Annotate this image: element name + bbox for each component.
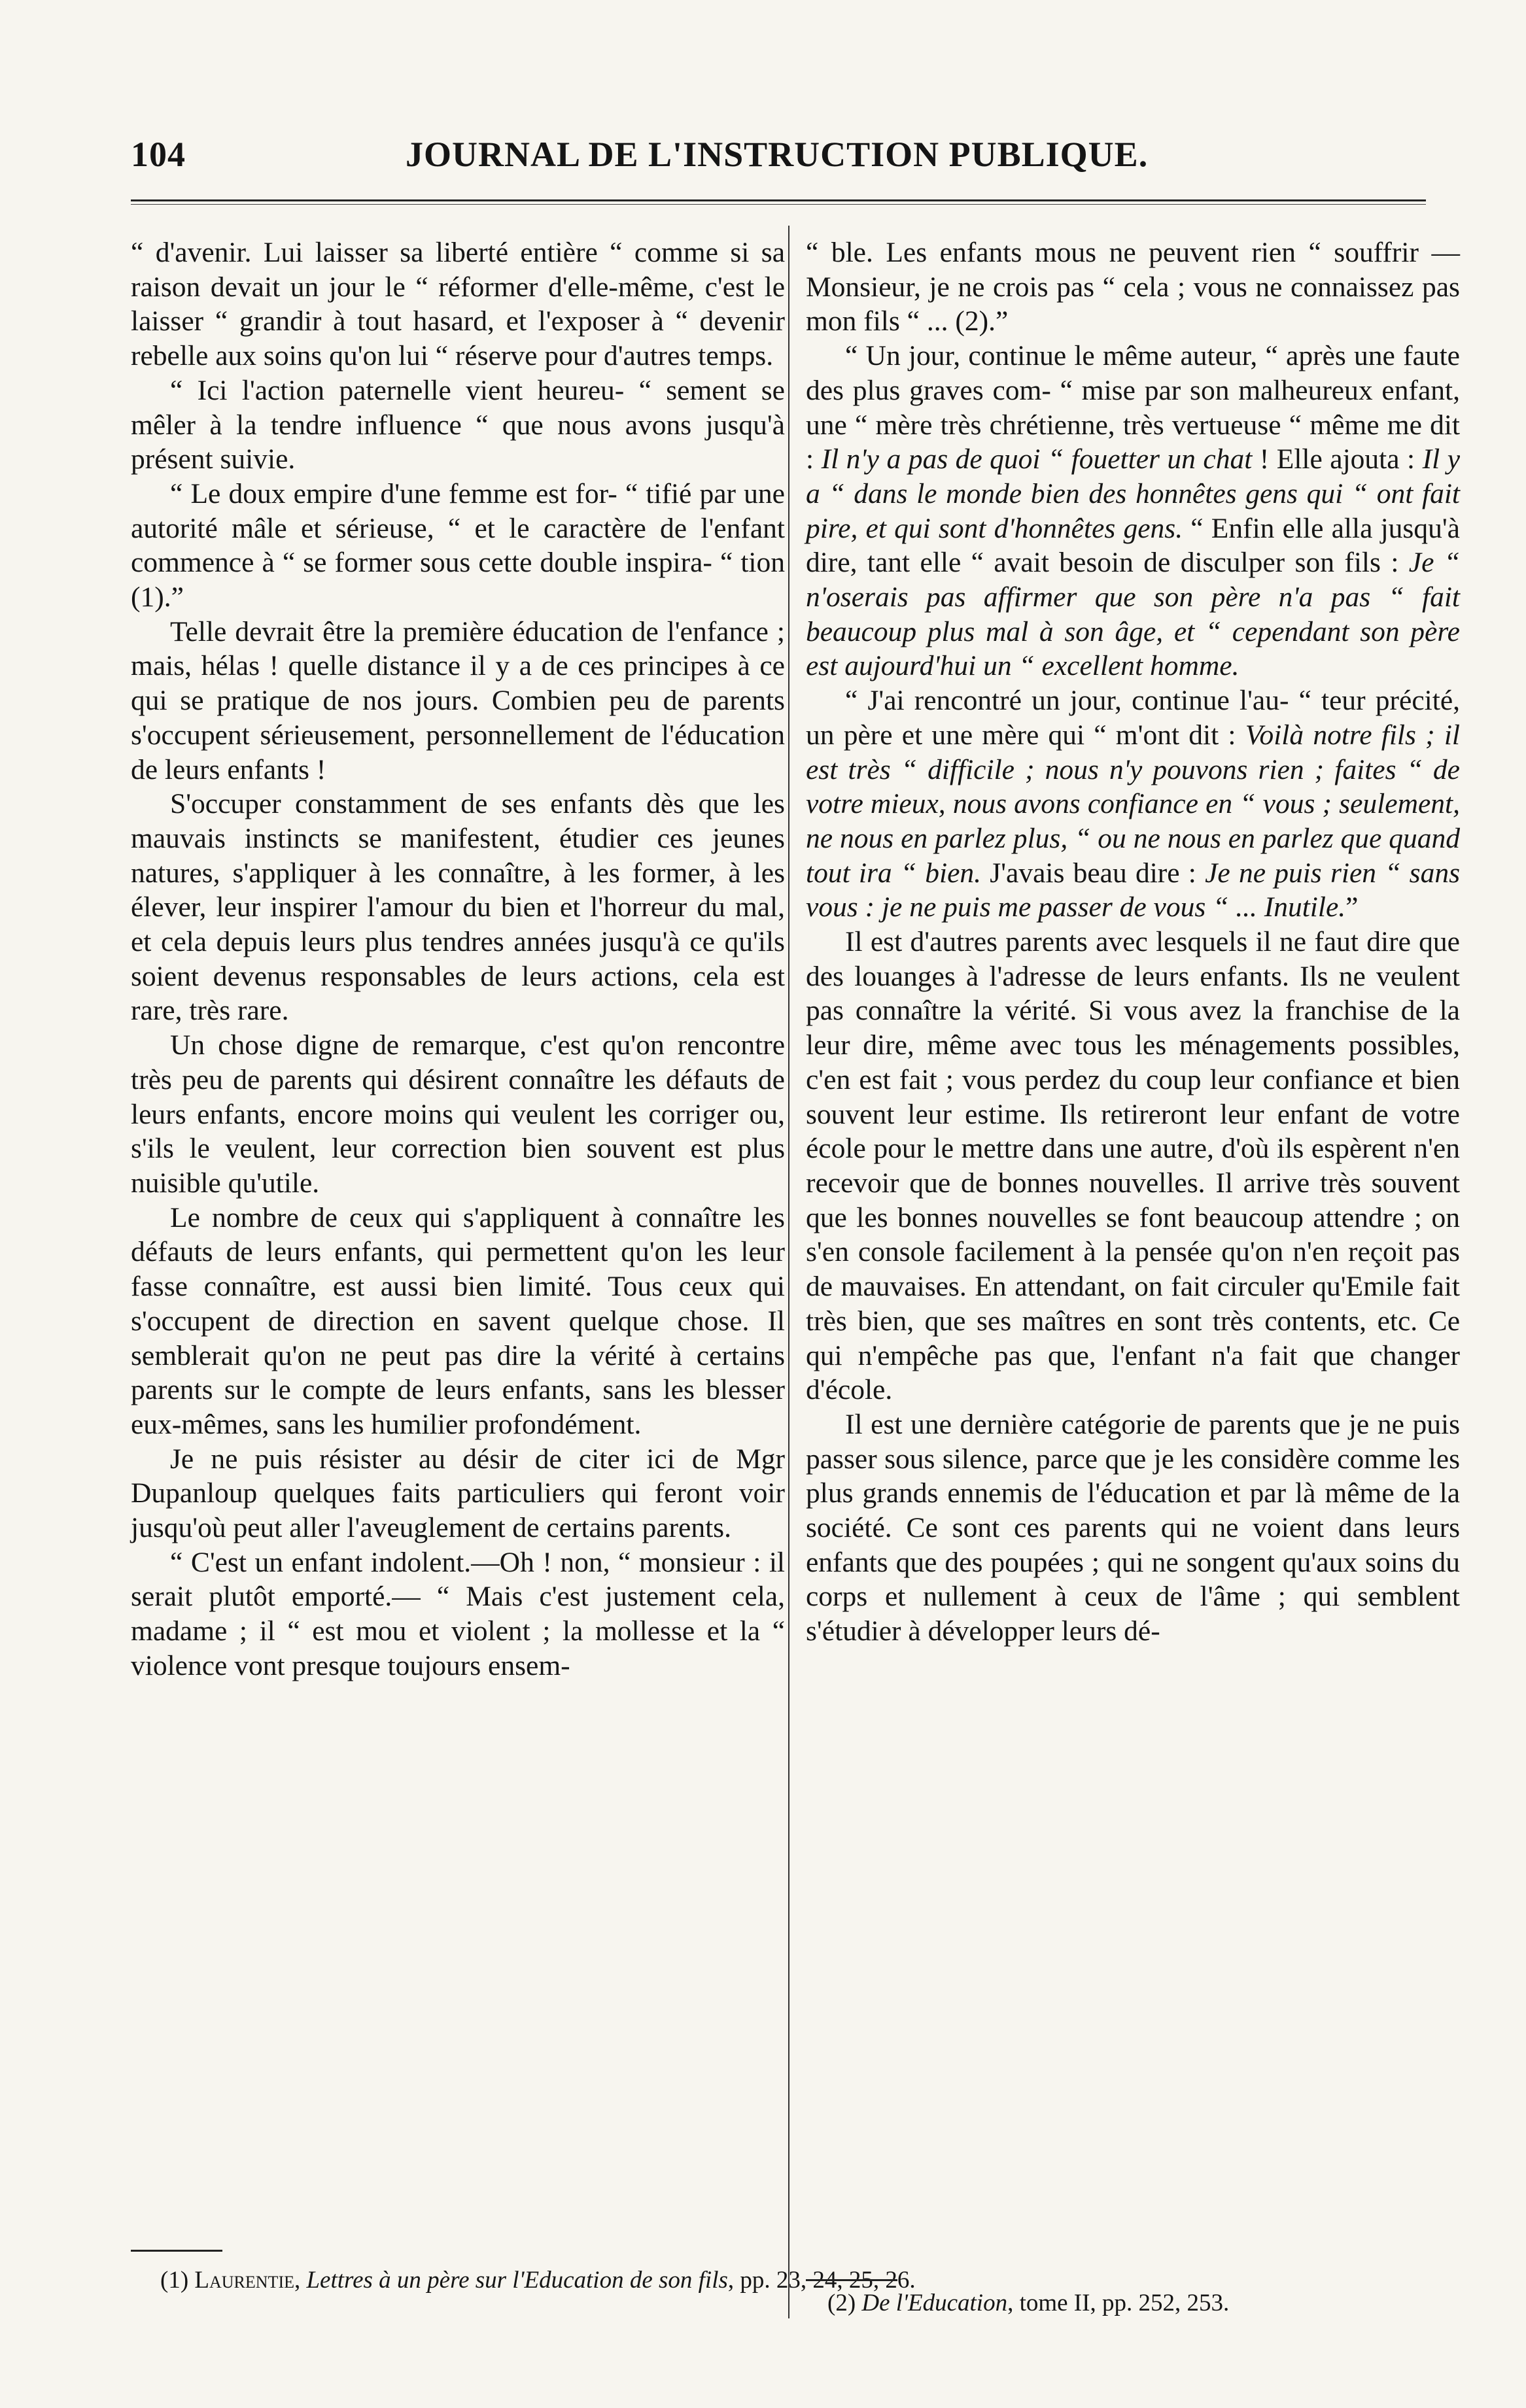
footnote-title: Lettres à un père sur l'Education de son fils [306, 2267, 728, 2294]
quote-italic: Il y a “ dans le monde bien des honnêtes gens qui “ ont fait pire, et qui sont d'honnêtes gens. [806, 443, 1461, 544]
header-rule [131, 199, 1426, 205]
quote-text: J'avais beau dire : [981, 857, 1205, 889]
left-column [131, 235, 785, 1683]
left-paragraph-8: Je ne puis résister au désir de citer ici de Mgr Dupanloup quelques faits particuliers qui feront voir jusqu'où peut aller l'aveuglement de certains parents. [131, 1443, 785, 1544]
left-paragraph-9: “ C'est un enfant indolent.—Oh ! non, “ monsieur : il serait plutôt emporté.— “ Mais c'est justement cela, madame ; il “ est mou et violent ; la mollesse et la “ violence vont presque toujours ensem- [131, 1546, 785, 1681]
right-paragraph-1: “ ble. Les enfants mous ne peuvent rien “ souffrir — Monsieur, je ne crois pas “ cela ; vous ne connaissez pas mon fils “ ... (2).” [806, 237, 1460, 337]
quote-italic: Je “ n'oserais pas affirmer que son père n'a pas “ fait beaucoup plus mal à son âge, et “ cependant son père est aujourd'hui un “ excellent homme. [806, 547, 1460, 682]
right-footnote [827, 2289, 1229, 2318]
footnote-marker: (1) [160, 2267, 189, 2294]
quote-italic: Voilà notre fils ; il est très “ difficile ; nous n'y pouvons rien ; faites “ de votre mieux, nous avons confiance en “ vous ; seulement, ne nous en parlez plus, “ ou ne nous en parlez que quand tout ira “ bien. [806, 719, 1460, 889]
left-footnote-rule [131, 2250, 222, 2252]
footnote-pages: , pp. 23, 24, 25, 26. [727, 2267, 916, 2294]
quote-text: ” [1345, 891, 1359, 923]
left-paragraph-5: S'occuper constamment de ses enfants dès que les mauvais instincts se manifestent, étudier ces jeunes natures, s'appliquer à les connaître, à les former, à les élever, leur inspirer l'amour du bien et l'horreur du mal, et cela depuis leurs plus tendres années jusqu'à ce qu'ils soient devenus responsables de leurs actions, cela est rare, très rare. [131, 788, 785, 1027]
quote-text: “ Un jour, continue le même auteur, “ après une faute des plus graves com- “ mise par son malheureux enfant, une “ mère très chrétienne, très vertueuse “ même me dit : [806, 340, 1460, 475]
footnote-pages: , tome II, pp. 252, 253. [1007, 2290, 1230, 2316]
column-divider [788, 226, 789, 2282]
right-paragraph-5: Il est une dernière catégorie de parents que je ne puis passer sous silence, parce que je les considère comme les plus grands ennemis de l'éducation et par là même de la société. Ce sont ces parents qui ne voient dans leurs enfants que des poupées ; qui ne songent qu'aux soins du corps et nullement à ceux de l'âme ; qui semblent s'étudier à développer leurs dé- [806, 1408, 1460, 1647]
quote-italic: Je ne puis rien “ sans vous : je ne puis me passer de vous “ ... Inutile. [806, 857, 1460, 923]
column-divider-tail [788, 2260, 789, 2318]
left-paragraph-3: “ Le doux empire d'une femme est for- “ tifié par une autorité mâle et sérieuse, “ et le caractère de l'enfant commence à “ se former sous cette double inspira- “ tion (1).” [131, 477, 785, 613]
running-title: JOURNAL DE L'INSTRUCTION PUBLIQUE. [406, 135, 1149, 174]
quote-text: ! Elle ajouta : [1252, 443, 1423, 475]
footnote-author: Laurentie [194, 2267, 294, 2294]
left-footnote: (1) Laurentie, Lettres à un père sur l'Education de son fils, pp. 23, 24, 25, 26. [160, 2267, 916, 2294]
page-number: 104 [131, 135, 186, 174]
left-paragraph-6: Un chose digne de remarque, c'est qu'on rencontre très peu de parents qui désirent connaître les défauts de leurs enfants, encore moins qui veulent les corriger ou, s'ils le veulent, leur correction bien souvent est plus nuisible qu'utile. [131, 1029, 785, 1199]
left-paragraph-4: Telle devrait être la première éducation de l'enfance ; mais, hélas ! quelle distance il y a de ces principes à ce qui se pratique de nos jours. Combien peu de parents s'occupent sérieusement, personnellement de l'éducation de leurs enfants ! [131, 615, 785, 785]
footnote-marker: (2) [827, 2290, 856, 2316]
right-paragraph-3 [806, 683, 1460, 925]
right-footnote-rule [806, 2279, 897, 2281]
left-paragraph-7: Le nombre de ceux qui s'appliquent à connaître les défauts de leurs enfants, qui permettent qu'on les leur fasse connaître, est aussi bien limité. Tous ceux qui s'occupent de direction en savent quelque chose. Il semblerait qu'on ne peut pas dire la vérité à certains parents sur le compte de leurs enfants, sans les blesser eux-mêmes, sans les humilier profondément. [131, 1201, 785, 1440]
footnote-title: De l'Education [861, 2290, 1008, 2316]
quote-text: “ Enfin elle alla jusqu'à dire, tant elle “ avait besoin de disculper son fils : [806, 512, 1460, 579]
right-paragraph-4: Il est d'autres parents avec lesquels il ne faut dire que des louanges à l'adresse de leurs enfants. Ils ne veulent pas connaître la vérité. Si vous avez la franchise de la leur dire, même avec tous les ménagements possibles, c'en est fait ; vous perdez du coup leur confiance et bien souvent leur estime. Ils retireront leur enfant de votre école pour le mettre dans une autre, d'où ils espèrent n'en recevoir que de bonnes nouvelles. Il arrive très souvent que les bonnes nouvelles se font beaucoup attendre ; on s'en console facilement à la pensée qu'on n'en reçoit pas de mauvaises. En attendant, on fait circuler qu'Emile fait très bien, que ses maîtres en sont très contents, etc. Ce qui n'empêche pas que, l'enfant n'a fait que changer d'école. [806, 926, 1460, 1406]
left-paragraph-2: “ Ici l'action paternelle vient heureu- “ sement se mêler à la tendre influence “ que nous avons jusqu'à présent suivie. [131, 374, 785, 475]
quote-text: “ J'ai rencontré un jour, continue l'au- “ teur précité, un père et une mère qui “ m'ont dit : [806, 685, 1460, 751]
left-paragraph-1: “ d'avenir. Lui laisser sa liberté entière “ comme si sa raison devait un jour le “ réformer d'elle-même, c'est le laisser “ grandir à tout hasard, et l'exposer à “ devenir rebelle aux soins qu'on lui “ réserve pour d'autres temps. [131, 237, 785, 372]
page-header [131, 134, 1426, 193]
quote-italic: Il n'y a pas de quoi “ fouetter un chat [821, 443, 1253, 475]
right-column [806, 235, 1460, 1649]
right-paragraph-2 [806, 339, 1460, 683]
